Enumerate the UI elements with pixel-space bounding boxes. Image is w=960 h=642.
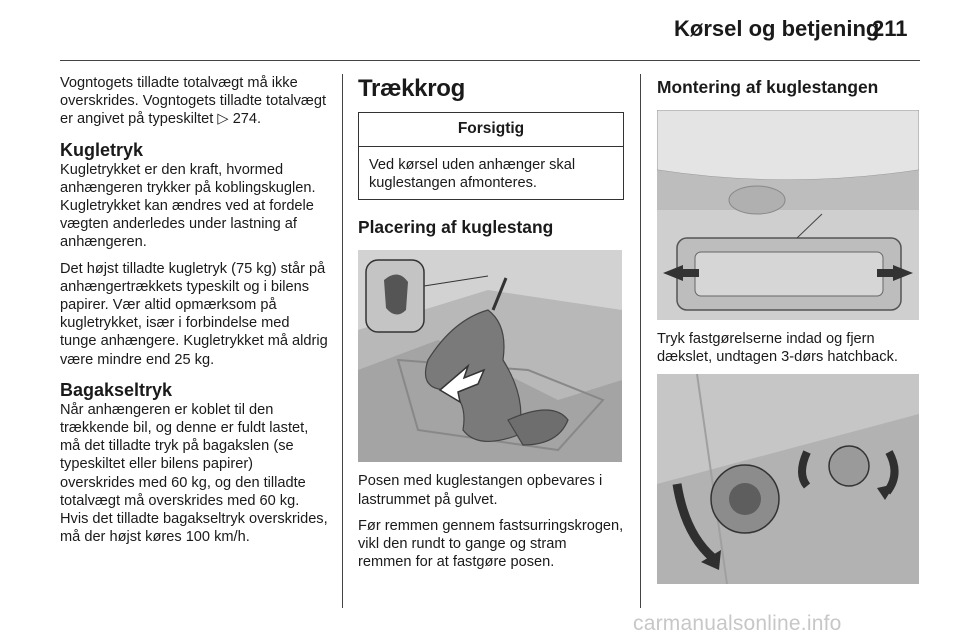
section-title: Trækkrog — [358, 75, 465, 102]
kugletryk-heading: Kugletryk — [60, 139, 144, 160]
warning-title: Forsigtig — [359, 113, 623, 147]
bagakseltryk-heading: Bagakseltryk — [60, 379, 173, 400]
figure-caption-3: Tryk fastgørelserne indad og fjern dækslet, undtagen 3-dørs hatchback. — [657, 331, 898, 366]
column-divider-left — [342, 74, 343, 608]
kugletryk-paragraph-1: Kugletrykket er den kraft, hvormed anhængeren trykker på koblingskuglen. Kugletrykket kan ændres ved at fordele vægten anderledes under lastning af anhængeren. — [60, 161, 316, 251]
figure-caption-1: Posen med kuglestangen opbevares i lastrummet på gulvet. — [358, 473, 603, 508]
column-divider-right — [640, 74, 641, 608]
warning-box — [358, 112, 624, 200]
socket-illustration — [657, 374, 919, 584]
placering-heading: Placering af kuglestang — [358, 217, 554, 238]
montering-heading: Montering af kuglestangen — [657, 77, 879, 97]
header-rule — [60, 60, 920, 61]
intro-paragraph: Vogntogets tilladte totalvægt må ikke overskrides. Vogntogets tilladte totalvægt er angivet på typeskiltet ▷ 274. — [60, 75, 327, 128]
trunk-bag-illustration — [358, 250, 622, 462]
bumper-cover-illustration — [657, 110, 919, 320]
bagakseltryk-paragraph: Når anhængeren er koblet til den trækkende bil, og denne er fuldt lastet, må det tilladte tryk på bagakslen (se typeskiltet eller bilens papirer) overskrides med 60 kg, og den tilladte totalvægt må overskrides med 60 kg. Hvis det tilladte bagakseltryk overskrides, må der højst køres 100 km/h. — [60, 401, 328, 546]
column-3 — [657, 74, 923, 594]
running-header-title: Kørsel og betjening — [674, 16, 880, 41]
page-reference[interactable]: 274. — [232, 111, 262, 128]
figure-caption-2: Før remmen gennem fastsurringskrogen, vikl den rundt to gange og stram remmen for at fastgøre posen. — [358, 517, 624, 571]
watermark: carmanualsonline.info — [633, 612, 842, 635]
kugletryk-paragraph-2: Det højst tilladte kugletryk (75 kg) står på anhængertrækkets typeskilt og i bilens papirer. Vær altid opmærksom på kugletrykket, især i forbindelse med tunge anhængere. Kugletrykket må aldrig være mindre end 25 kg. — [60, 260, 328, 368]
arrow-ref-icon: ▷ — [217, 111, 229, 128]
column-1 — [60, 74, 330, 554]
page-number: 211 — [872, 16, 908, 41]
column-2 — [358, 74, 624, 579]
warning-text: Ved kørsel uden anhænger skal kuglestangen afmonteres. — [369, 157, 576, 192]
